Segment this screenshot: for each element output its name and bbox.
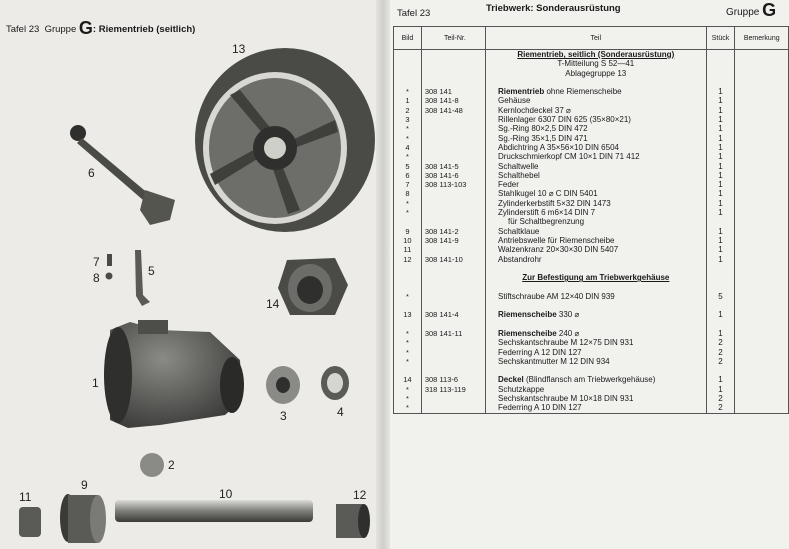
part-name: Gehäuse: [497, 96, 531, 106]
table-row: [394, 292, 789, 301]
part-suffix: (Blindflansch am Triebwerkgehäuse): [523, 375, 656, 385]
table-row: [394, 273, 789, 282]
cell-teil-nr: 308 113-6: [421, 375, 485, 384]
cell-teil-nr: 318 113-119: [421, 385, 485, 394]
cell-bemerkung: [735, 143, 789, 152]
cell-teil: [485, 273, 706, 282]
cell-bild: 10: [394, 236, 422, 245]
part-name: Schaltwelle: [497, 161, 539, 171]
part-name: für Schaltbegrenzung: [507, 217, 585, 227]
cell-teil: [485, 171, 706, 180]
cell-bild: [394, 301, 422, 310]
left-gruppe-letter: G: [78, 18, 93, 38]
cell-stueck: 1: [706, 236, 735, 245]
cell-bemerkung: [735, 366, 789, 375]
cell-stueck: [706, 320, 735, 329]
cell-stueck: 1: [706, 245, 735, 254]
table-row: [394, 115, 789, 124]
cell-bemerkung: [735, 301, 789, 310]
cell-teil: [485, 199, 706, 208]
cell-bemerkung: [735, 264, 789, 273]
cell-teil-nr: 308 141: [421, 87, 485, 96]
cell-stueck: [706, 366, 735, 375]
table-row: [394, 329, 789, 338]
cell-teil-nr: 308 141-6: [421, 171, 485, 180]
table-row: [394, 394, 789, 403]
part-name: Abstandrohr: [497, 254, 542, 264]
cell-teil-nr: 308 141-4: [421, 310, 485, 319]
cell-stueck: 1: [706, 124, 735, 133]
cell-bemerkung: [735, 152, 789, 161]
cell-teil: [485, 329, 706, 338]
col-bemerkung: Bemerkung: [735, 27, 789, 50]
part-name: Federring A 12 DIN 127: [497, 347, 582, 357]
cell-teil: [485, 227, 706, 236]
cell-teil-nr: [421, 348, 485, 357]
cell-stueck: [706, 217, 735, 226]
cell-stueck: [706, 282, 735, 291]
part-name: Stahlkugel 10 ⌀ C DIN 5401: [497, 189, 598, 199]
table-row: [394, 106, 789, 115]
part-name: Riemenscheibe: [497, 310, 557, 320]
table-row: [394, 124, 789, 133]
cell-bemerkung: [735, 394, 789, 403]
cell-teil: [485, 134, 706, 143]
cell-teil: [485, 310, 706, 319]
part-name: Deckel: [497, 375, 524, 385]
cell-teil-nr: [421, 208, 485, 217]
spacer-tube-drawing: [336, 504, 370, 538]
exploded-parts-drawing: [0, 40, 376, 549]
cell-teil: [485, 357, 706, 366]
cell-teil-nr: [421, 282, 485, 291]
part-name: Feder: [497, 180, 519, 190]
cell-bild: [394, 282, 422, 291]
figure-label: 8: [93, 271, 100, 285]
cell-teil-nr: [421, 394, 485, 403]
table-row: [394, 208, 789, 217]
drive-shaft-drawing: [115, 500, 313, 522]
figure-label: 4: [337, 405, 344, 419]
cell-bild: [394, 366, 422, 375]
cell-stueck: 1: [706, 96, 735, 105]
cell-stueck: [706, 273, 735, 282]
cell-bild: 8: [394, 189, 422, 198]
cell-stueck: 1: [706, 115, 735, 124]
cell-teil: [485, 292, 706, 301]
table-row: [394, 264, 789, 273]
cell-bemerkung: [735, 338, 789, 347]
cell-bemerkung: [735, 320, 789, 329]
cell-stueck: 2: [706, 394, 735, 403]
table-row: [394, 199, 789, 208]
cell-bild: 4: [394, 143, 422, 152]
cell-bemerkung: [735, 199, 789, 208]
cell-teil-nr: [421, 217, 485, 226]
cell-teil: [485, 124, 706, 133]
table-row: [394, 245, 789, 254]
cell-stueck: 1: [706, 375, 735, 384]
table-row: [394, 134, 789, 143]
cell-bild: *: [394, 403, 422, 413]
cell-teil-nr: [421, 320, 485, 329]
cell-stueck: 5: [706, 292, 735, 301]
cell-teil-nr: [421, 152, 485, 161]
cell-bemerkung: [735, 357, 789, 366]
cell-teil-nr: [421, 357, 485, 366]
cell-teil: [485, 320, 706, 329]
part-name: Sg.-Ring 80×2,5 DIN 472: [497, 124, 588, 134]
table-row: [394, 143, 789, 152]
cell-bild: *: [394, 152, 422, 161]
cell-bemerkung: [735, 189, 789, 198]
part-name: Abdichtring A 35×56×10 DIN 6504: [497, 142, 619, 152]
cell-bild: [394, 264, 422, 273]
cell-teil-nr: [421, 245, 485, 254]
cell-bild: *: [394, 357, 422, 366]
cell-bild: [394, 273, 422, 282]
part-name: Antriebswelle für Riemenscheibe: [497, 235, 615, 245]
cell-stueck: 1: [706, 106, 735, 115]
cell-teil: [485, 96, 706, 105]
cell-bemerkung: [735, 217, 789, 226]
figure-label: 9: [81, 478, 88, 492]
cell-bemerkung: [735, 171, 789, 180]
pulley-drawing: [195, 48, 375, 232]
part-name: Kernlochdeckel 37 ⌀: [497, 105, 571, 115]
table-row: [394, 366, 789, 375]
figure-label: 6: [88, 166, 95, 180]
cell-stueck: [706, 264, 735, 273]
right-title: Triebwerk: Sonderausrüstung: [486, 3, 621, 14]
figure-label: 3: [280, 409, 287, 423]
cell-bemerkung: [735, 348, 789, 357]
cell-bemerkung: [735, 375, 789, 384]
cell-bild: 11: [394, 245, 422, 254]
cell-stueck: 1: [706, 385, 735, 394]
cell-teil: [485, 366, 706, 375]
cell-bemerkung: [735, 106, 789, 115]
part-name: Sechskantmutter M 12 DIN 934: [497, 356, 610, 366]
table-row: [394, 375, 789, 384]
cell-teil-nr: [421, 273, 485, 282]
part-suffix: 330 ⌀: [556, 310, 580, 320]
cell-bild: *: [394, 348, 422, 357]
cell-teil-nr: [421, 199, 485, 208]
cell-teil-nr: 308 141-5: [421, 162, 485, 171]
lever-drawing: [70, 125, 175, 225]
cell-stueck: 2: [706, 357, 735, 366]
figure-label: 2: [168, 458, 175, 472]
table-row: [394, 180, 789, 189]
cell-teil: [485, 375, 706, 384]
part-name: Sechskantschraube M 12×75 DIN 931: [497, 338, 634, 348]
left-title: Riementrieb (seitlich): [98, 24, 196, 35]
cell-bild: 7: [394, 180, 422, 189]
table-row: [394, 310, 789, 319]
part-name: Rillenlager 6307 DIN 625 (35×80×21): [497, 115, 631, 125]
right-tafel: Tafel 23: [397, 8, 431, 19]
part-suffix: ohne Riemenscheibe: [544, 87, 622, 97]
cell-bild: *: [394, 385, 422, 394]
cell-bild: 12: [394, 255, 422, 264]
cell-teil-nr: [421, 301, 485, 310]
figure-label: 12: [353, 488, 367, 502]
cell-teil: [485, 255, 706, 264]
cell-bemerkung: [735, 310, 789, 319]
claw-drawing: [60, 494, 106, 543]
cell-teil: [485, 152, 706, 161]
cell-bild: 6: [394, 171, 422, 180]
intro-title: Riementrieb, seitlich (Sonderausrüstung): [485, 50, 706, 60]
cell-bild: *: [394, 199, 422, 208]
cell-teil-nr: 308 141-8: [421, 96, 485, 105]
part-name: Schaltklaue: [497, 226, 540, 236]
right-gruppe-label: Gruppe: [726, 7, 760, 18]
cell-bemerkung: [735, 96, 789, 105]
cell-bemerkung: [735, 329, 789, 338]
table-row: [394, 357, 789, 366]
cell-bemerkung: [735, 282, 789, 291]
table-row: [394, 87, 789, 96]
table-row: [394, 217, 789, 226]
cell-teil-nr: 308 141-11: [421, 329, 485, 338]
cover-drawing: [278, 258, 348, 315]
left-page-header: Tafel 23 Gruppe G: Riementrieb (seitlich): [6, 18, 196, 38]
cell-stueck: 2: [706, 348, 735, 357]
table-row: [394, 385, 789, 394]
cell-bemerkung: [735, 245, 789, 254]
part-name: Riemenscheibe: [497, 328, 557, 338]
part-name: Sg.-Ring 35×1,5 DIN 471: [497, 133, 588, 143]
part-name: Druckschmierkopf CM 10×1 DIN 71 412: [497, 152, 640, 162]
figure-label: 7: [93, 255, 100, 269]
cell-bemerkung: [735, 162, 789, 171]
cell-teil: [485, 180, 706, 189]
cell-bild: 5: [394, 162, 422, 171]
table-row: [394, 162, 789, 171]
part-name: Zur Befestigung am Triebwerkgehäuse: [522, 273, 670, 283]
cell-teil: [485, 217, 706, 226]
cell-bemerkung: [735, 134, 789, 143]
cell-bild: [394, 217, 422, 226]
cell-teil: [485, 301, 706, 310]
table-row: [394, 338, 789, 347]
table-row: [394, 96, 789, 105]
cell-teil-nr: [421, 124, 485, 133]
cell-teil: [485, 236, 706, 245]
table-row: [394, 236, 789, 245]
cell-bild: 1: [394, 96, 422, 105]
cell-teil: [485, 385, 706, 394]
cell-stueck: [706, 301, 735, 310]
cell-teil: [485, 403, 706, 413]
cell-bemerkung: [735, 385, 789, 394]
col-teil-nr: Teil-Nr.: [421, 27, 485, 50]
part-name: Zylinderstift 6 m6×14 DIN 7: [497, 208, 596, 218]
part-name: Schutzkappe: [497, 384, 545, 394]
part-name: Schalthebel: [497, 170, 540, 180]
right-gruppe: [726, 0, 776, 21]
cell-bild: 3: [394, 115, 422, 124]
cell-bild: *: [394, 134, 422, 143]
cell-bild: [394, 320, 422, 329]
cell-bild: 9: [394, 227, 422, 236]
table-row: [394, 227, 789, 236]
cell-bemerkung: [735, 208, 789, 217]
right-gruppe-letter: G: [762, 0, 777, 20]
left-gruppe-label: Gruppe: [44, 24, 77, 35]
table-header-row: [394, 27, 789, 50]
part-name: Sechskantschraube M 10×18 DIN 931: [497, 393, 634, 403]
table-row: [394, 282, 789, 291]
cell-teil: [485, 245, 706, 254]
cell-teil-nr: [421, 264, 485, 273]
cell-teil-nr: [421, 189, 485, 198]
cell-teil-nr: [421, 338, 485, 347]
cell-bemerkung: [735, 180, 789, 189]
cell-stueck: 1: [706, 255, 735, 264]
cell-teil: [485, 106, 706, 115]
cell-bemerkung: [735, 124, 789, 133]
cell-teil-nr: 308 141-10: [421, 255, 485, 264]
cell-bild: 14: [394, 375, 422, 384]
table-row: [394, 152, 789, 161]
cell-bild: 13: [394, 310, 422, 319]
cell-teil-nr: 308 141-48: [421, 106, 485, 115]
table-row: [394, 403, 789, 413]
col-teil: Teil: [485, 27, 706, 50]
cell-teil: [485, 338, 706, 347]
cell-stueck: 1: [706, 180, 735, 189]
cell-stueck: 1: [706, 171, 735, 180]
parts-table: [393, 26, 789, 414]
cell-teil-nr: 308 113-103: [421, 180, 485, 189]
left-tafel: Tafel 23: [6, 24, 40, 35]
cell-teil: [485, 348, 706, 357]
intro-line3: Ablagegruppe 13: [485, 69, 706, 78]
cell-bemerkung: [735, 403, 789, 413]
cell-teil-nr: 308 141-2: [421, 227, 485, 236]
cell-stueck: 1: [706, 189, 735, 198]
intro-line2: T-Mitteilung S 52—41: [485, 59, 706, 68]
cell-bild: *: [394, 292, 422, 301]
figure-label: 10: [219, 487, 233, 501]
cell-stueck: 1: [706, 143, 735, 152]
cell-teil: [485, 394, 706, 403]
col-bild: Bild: [394, 27, 422, 50]
cell-bild: *: [394, 87, 422, 96]
part-name: Zylinderkerbstift 5×32 DIN 1473: [497, 198, 611, 208]
part-name: Riementrieb: [497, 87, 545, 97]
cell-bild: *: [394, 338, 422, 347]
cell-bemerkung: [735, 236, 789, 245]
table-row: [394, 255, 789, 264]
cell-bild: *: [394, 208, 422, 217]
figure-label: 5: [148, 264, 155, 278]
cell-stueck: 1: [706, 310, 735, 319]
cell-stueck: 1: [706, 152, 735, 161]
table-row: [394, 320, 789, 329]
figure-label: 14: [266, 297, 280, 311]
figure-label: 1: [92, 376, 99, 390]
cell-teil: [485, 115, 706, 124]
part-name: Stiftschraube AM 12×40 DIN 939: [497, 291, 615, 301]
cell-teil-nr: [421, 292, 485, 301]
housing-drawing: [104, 320, 244, 428]
cell-teil-nr: 308 141-9: [421, 236, 485, 245]
cell-bemerkung: [735, 292, 789, 301]
cell-teil: [485, 189, 706, 198]
cell-stueck: 2: [706, 338, 735, 347]
cell-stueck: 2: [706, 403, 735, 413]
col-stueck: Stück: [706, 27, 735, 50]
part-name: Walzenkranz 20×30×30 DIN 5407: [497, 245, 619, 255]
cell-teil: [485, 208, 706, 217]
cell-bild: *: [394, 329, 422, 338]
cell-teil: [485, 264, 706, 273]
cell-teil-nr: [421, 115, 485, 124]
cell-teil: [485, 162, 706, 171]
cell-stueck: 1: [706, 227, 735, 236]
cell-stueck: 1: [706, 208, 735, 217]
cell-teil: [485, 143, 706, 152]
cell-stueck: 1: [706, 329, 735, 338]
cell-bild: *: [394, 394, 422, 403]
cell-bemerkung: [735, 255, 789, 264]
figure-label: 13: [232, 42, 246, 56]
figure-label: 11: [19, 490, 32, 504]
cell-teil: [485, 282, 706, 291]
cell-bemerkung: [735, 87, 789, 96]
cell-teil-nr: [421, 403, 485, 413]
table-row: [394, 348, 789, 357]
table-row: [394, 301, 789, 310]
cell-stueck: 1: [706, 162, 735, 171]
cell-bild: *: [394, 124, 422, 133]
cell-bemerkung: [735, 115, 789, 124]
cell-teil: [485, 87, 706, 96]
table-row: [394, 171, 789, 180]
table-row: [394, 189, 789, 198]
cell-stueck: 1: [706, 134, 735, 143]
cell-teil-nr: [421, 143, 485, 152]
cell-bild: 2: [394, 106, 422, 115]
book-gutter: [376, 0, 390, 549]
cell-teil-nr: [421, 134, 485, 143]
cell-bemerkung: [735, 227, 789, 236]
cell-stueck: 1: [706, 87, 735, 96]
cell-stueck: 1: [706, 199, 735, 208]
part-suffix: 240 ⌀: [556, 328, 580, 338]
part-name: Federring A 10 DIN 127: [497, 403, 582, 413]
cell-teil-nr: [421, 366, 485, 375]
cell-bemerkung: [735, 273, 789, 282]
